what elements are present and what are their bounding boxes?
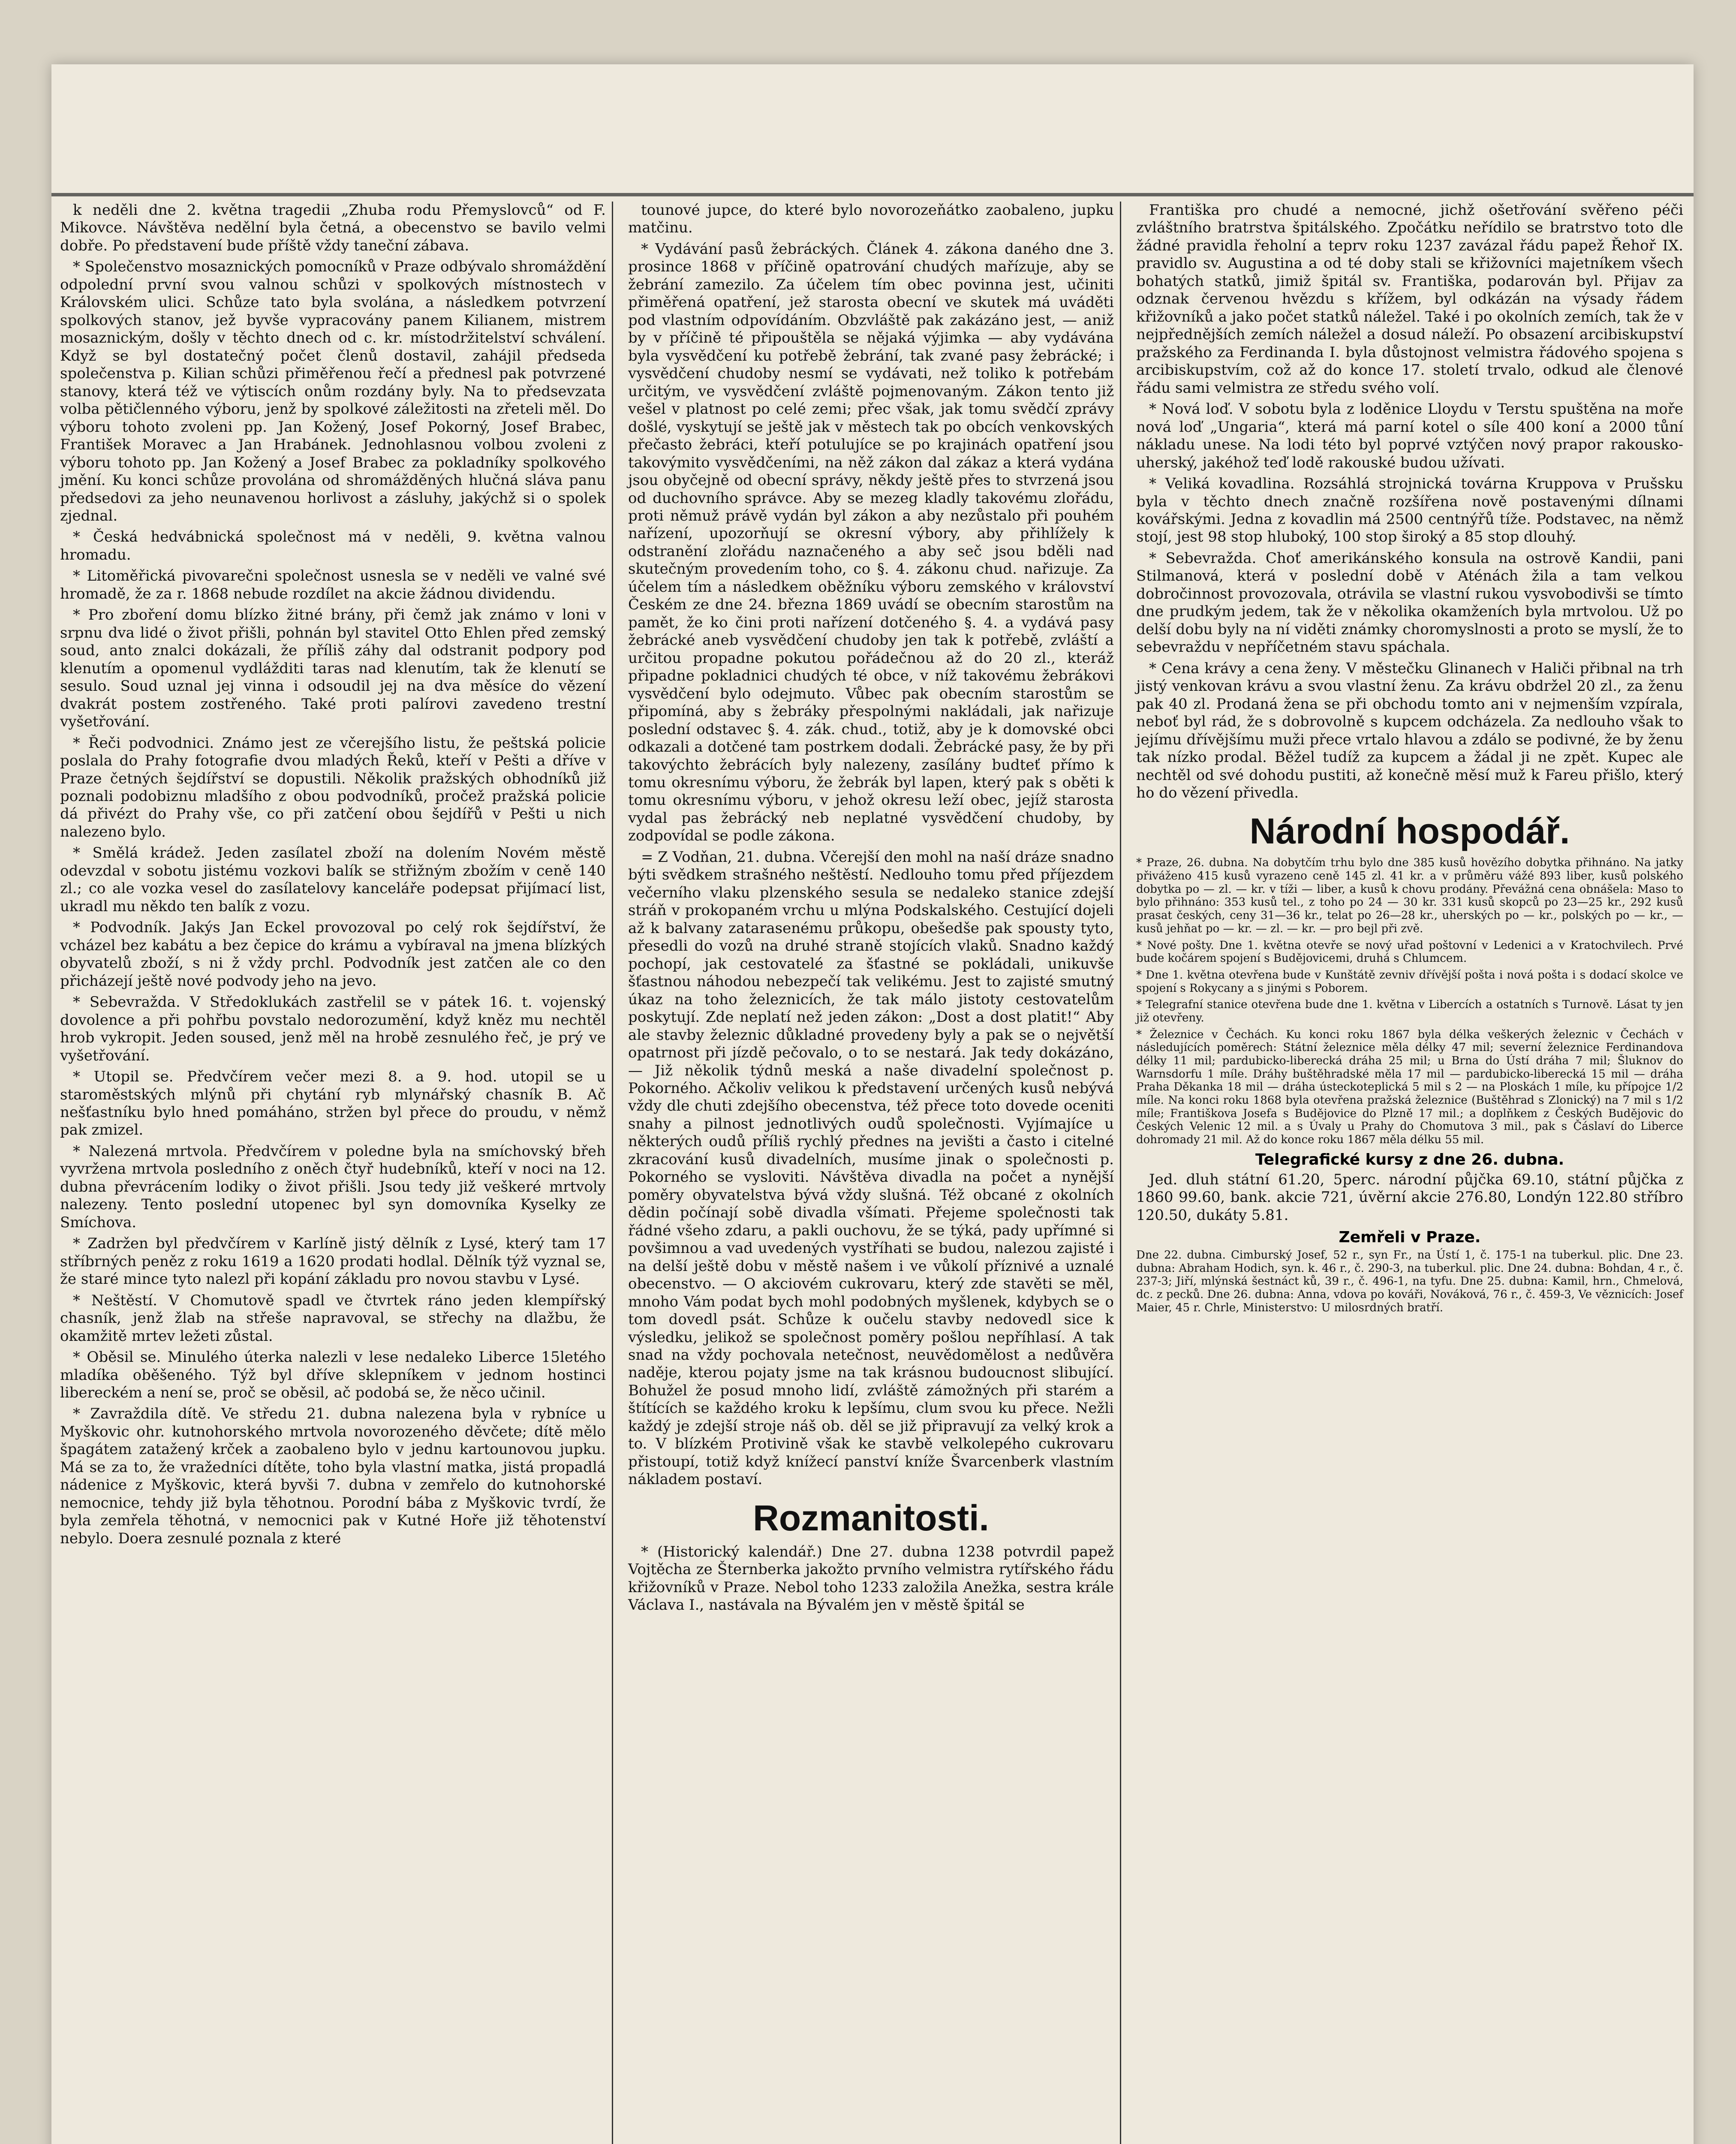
top-rule	[51, 193, 1694, 196]
econ-paragraph-4: * Telegrafní stanice otevřena bude dne 1. května v Libercích a ostatních s Turnově. Lásat ty jen již otevřeny.	[1136, 998, 1683, 1024]
col2-paragraph-1: tounové jupce, do které bylo novorozeňátko zaobaleno, jupku matčinu.	[628, 202, 1114, 237]
column-3	[1132, 202, 1689, 2144]
newspaper-page	[51, 64, 1694, 2144]
column-2	[624, 202, 1121, 2144]
col1-paragraph-4: * Litoměřická pivovarečni společnost usnesla se v neděli ve valné své hromadě, že za r. 1868 nebude rozdílet na akcie žádnou dividendu.	[60, 567, 606, 602]
col3-paragraph-1: Františka pro chudé a nemocné, jichž ošetřování svěřeno péči zvláštního bratrstva špitálského. Zpočátku neřídilo se bratrstvo toto dle žádné pravidla řeholní a teprv roku 1237 zavázal řádu papež Řehoř IX. pravidlo sv. Augustina a od té doby stali se křižovníci majetníkem všech bohatých statků, jimiž špitál sv. Františka, podarován byl. Přijav za odznak červenou hvězdu s křížem, byl odkázán na výsady řádem křižovníků a jako počet statků náležel. Také i po okolních zemích, tak že v nejpřednějších zemích náležel a dosud náleží. Po obsazení arcibiskupství pražského za Ferdinanda I. byla důstojnost velmistra řádového spojena s arcibiskupstvím, což až do konce 17. století trvalo, odkud ale členové řádu sami velmistra ze středu svého volí.	[1136, 202, 1683, 397]
col1-paragraph-5: * Pro zboření domu blízko žitné brány, při čemž jak známo v loni v srpnu dva lidé o život přišli, pohnán byl stavitel Otto Ehlen před zemský soud, anto znalci dokázali, že příliš záhy dal odstranit podpory pod klenutím a opomenul vydlážditi taras nad klenutím, tak že klenutí se sesulo. Soud uznal jej vinna i odsoudil jej na dva měsíce do vězení dvakrát postem zostřeného. Také proti palírovi zavedeno trestní vyšetřování.	[60, 606, 606, 731]
col1-paragraph-9: * Sebevražda. V Středoklukách zastřelil se v pátek 16. t. vojenský dovolence a při pohřbu povstalo nedorozumění, když kněz mu nechtěl hrob vykropit. Jeden soused, jenž měl na hrobě zesnulého řeč, je prý ve vyšetřování.	[60, 994, 606, 1064]
col2-paragraph-3: = Z Vodňan, 21. dubna. Včerejší den mohl na naší dráze snadno býti svědkem strašného neštěstí. Nedlouho tomu před příjezdem večerního vlaku plzenského sesula se nedaleko stanice zdejší stráň v prokopaném vrchu u mlýna Podskalského. Cestující dojeli až k balvany zatarasenému průkopu, obešedše pak spousty tyto, přesedli do vozů na druhé straně stojících vlaků. Snadno každý pochopí, jak cestovatelé za šťastné se pokládali, unikuvše šťastnou náhodou nebezpečí tak velikému. Jest to zajisté smutný úkaz na toho železnicích, že tak málo jistoty cestovatelům poskytují. Zde neplatí než jeden zákon: „Dost a dost platit!“ Aby ale stavby železnic důkladné provedeny byly a pak se o největší opatrnost při jízdě pečovalo, o to se nestará. Jak tedy dokázáno, — Již několik týdnů meská a naše divadelní společnost p. Pokorného. Ačkoliv velikou k představení určených kusů nebývá vždy dle chuti zdejšího obecenstva, též přece toto dovede oceniti snahy a pilnost jednotlivých oudů společnosti. Vyjímajíce u některých oudů příliš rychlý přednes na jevišti a často i citelné zkracování kusů divadelních, musíme jinak o společnosti p. Pokorného se vysloviti. Návštěva divadla na počet a nynější poměry obyvatelstva bývá vždy slušná. Též obcané z okolních dědin počínají sobě divadla všímati. Přejeme společnosti tak řádné všeho zdaru, a pakli ouchovu, že se týká, pady upřímné si povšimnou a vad uvedených vystříhati se budou, nalezou zajisté i na delší ještě dobu v městě našem i ve vůkolí příznivé a uznalé obecenstvo. — O akciovém cukrovaru, který zde stavěti se měl, mnoho Vám podat bych mohl podobných myšlenek, kdybych se o tom dovedl psát. Schůze k oučelu stavby nedovedl sice k výsledku, jelikož se společnost poměry pošlou nepříhlasí. A tak snad na vždy pochovala netečnost, neuvědomělost a nedůvěra naděje, kterou pojaty jsme na tak krásnou budoucnost slibující. Bohužel že posud mnoho lidí, zvláště zámožných při starém a štítících se každého kroku k lepšímu, clum svou ku přece. Nežli každý je zdejší stroje náš ob. děl se již připravují za velký krok a to. V blízkém Protivině však ke stavbě velkolepého cukrovaru přistoupí, totiž když knížecí panství kníže Švarcenberk vlastním nákladem postaví.	[628, 848, 1114, 1488]
telegraph-heading: Telegrafické kursy z dne 26. dubna.	[1255, 1150, 1565, 1168]
col1-paragraph-7: * Smělá krádež. Jeden zasílatel zboží na dolením Novém městě odevzdal v sobotu jistému vozkovi balík se střižným zbožím v ceně 140 zl.; co ale vozka vesel do zasílatelovy kanceláře podepsat přijímací list, ukradl mu někdo ten balík z vozu.	[60, 844, 606, 915]
econ-paragraph-3: * Dne 1. května otevřena bude v Kunštátě zevniv dřívější pošta i nová pošta i s dodací skolce ve spojení s Rokycany a s jinými s Poborem.	[1136, 968, 1683, 995]
col3-paragraph-2: * Nová loď. V sobotu byla z loděnice Lloydu v Terstu spuštěna na moře nová loď „Ungaria“, která má parní kotel o síle 400 koní a 2000 tůní nákladu unese. Na lodi této byl poprvé vztýčen nový prapor rakousko-uherský, jakéhož teď lodě rakouské budou užívati.	[1136, 400, 1683, 471]
col2-after-paragraph-1: * (Historický kalendář.) Dne 27. dubna 1238 potvrdil papež Vojtěcha ze Šternberka jakožto prvního velmistra rytířského řádu křižovníků v Praze. Nebol toho 1233 založila Anežka, sestra krále Václava I., nastávala na Bývalém jen v městě špitál se	[628, 1543, 1114, 1614]
narodni-hospodar-heading: Národní hospodář.	[1249, 811, 1570, 852]
col1-paragraph-6: * Řeči podvodnici. Známo jest ze včerejšího listu, že peštská policie poslala do Prahy fotografie dvou mladých Řeků, kteří v Pešti a dříve v Praze četných šejdířství se dopustili. Několik pražských obhodníků již poznali podobiznu mladšího z obou podvodníků, pročež pražská policie dá přivézt do Prahy vše, co při zatčení obou šejdířů v Pešti u nich nalezeno bylo.	[60, 734, 606, 840]
col3-paragraph-3: * Veliká kovadlina. Rozsáhlá strojnická továrna Kruppova v Prušsku byla v těchto dnech značně rozšířena nově postavenými dílnami kovářskými. Jedna z kovadlin má 2500 centnýřů tíže. Podstavec, na němž stojí, jest 98 stop hluboký, 100 stop široký a 85 stop dlouhý.	[1136, 475, 1683, 546]
econ-paragraph-1: * Praze, 26. dubna. Na dobytčím trhu bylo dne 385 kusů hovězího dobytka přihnáno. Na jatky přiváženo 415 kusů vyrazeno ceně 145 zl. 41 kr. a v průměru vážé 893 liber, kusů polského dobytka po — zl. — kr. v tíži — liber, a kusů k chovu prodány. Převážná cena obnášela: Maso to bylo přihnáno: 353 kusů tel., z toho po 24 — 30 kr. 331 kusů skopců po 23—25 kr., 292 kusů prasat českých, ceny 31—36 kr., telat po 26—28 kr., uherských po — kr., polských po — kr., — kusů jehňat po — kr. — zl. — kr. — pro bejl při zvě.	[1136, 856, 1683, 935]
rozmanitosti-heading: Rozmanitosti.	[753, 1497, 989, 1538]
col1-paragraph-13: * Neštěstí. V Chomutově spadl ve čtvrtek ráno jeden klempířský chasník, jenž žlab na střeše napravoval, se střechy na dlažbu, že okamžitě mrtev ležeti zůstal.	[60, 1292, 606, 1345]
column-1	[56, 202, 613, 2144]
col1-paragraph-10: * Utopil se. Předvčírem večer mezi 8. a 9. hod. utopil se u staroměstských mlýnů při chytání ryb mlynářský chasník B. Ač nešťastníku bylo hned pomáháno, stržen byl přece do proudu, v němž pak zmizel.	[60, 1068, 606, 1139]
col1-paragraph-11: * Nalezená mrtvola. Předvčírem v poledne byla na smíchovský břeh vyvržena mrtvola posledního z oněch čtyř hudebníků, kteří v noci na 12. dubna převrácením lodiky o život přišli. Jsou tedy již veškeré mrtvoly nalezeny. Tento poslední utopenec byl syn domovníka Kyselky ze Smíchova.	[60, 1142, 606, 1231]
deaths-paragraph: Dne 22. dubna. Cimburský Josef, 52 r., syn Fr., na Ústí 1, č. 175-1 na tuberkul. plic. Dne 23. dubna: Abraham Hodich, syn. k. 46 r., č. 290-3, na tuberkul. plic. Dne 24. dubna: Bohdan, 4 r., č. 237-3; Jiří, mlýnská šestnáct ků, 39 r., č. 496-1, na tyfu. Dne 25. dubna: Kamil, hrn., Chmelová, dc. z pecků. Dne 26. dubna: Anna, vdova po kováři, Nováková, 76 r., č. 459-3, Ve věznicích: Josef Maier, 45 r. Chrle, Ministerstvo: U milosrdných bratří.	[1136, 1248, 1683, 1314]
col1-paragraph-15: * Zavraždila dítě. Ve středu 21. dubna nalezena byla v rybníce u Myškovic ohr. kutnohorského mrtvola novorozeného děvčete; dítě mělo špagátem zatažený krček a zaobaleno bylo v jednu kartounovou jupku. Má se za to, že vražedníci dítěte, toho byla vlastní matka, jistá propadlá nádenice z Myškovic, která byvši 7. dubna v zemřelo do kutnohorské nemocnice, tehdy již byla těhotnou. Porodní bába z Myškovic tvrdí, že byla zemřela těhotná, v nemocnici pak v Kutné Hoře již těhotenství nebylo. Doera zesnulé poznala z které	[60, 1405, 606, 1547]
col1-paragraph-8: * Podvodník. Jakýs Jan Eckel provozoval po celý rok šejdířství, že vcházel bez kabátu a bez čepice do krámu a vybíraval na jmena blízkých obyvatelů zboží, s ni ž vždy prchl. Podvodník jest zatčen ale co den přicházejí ještě nové podvody jeho na jevo.	[60, 919, 606, 990]
col1-paragraph-12: * Zadržen byl předvčírem v Karlíně jistý dělník z Lysé, který tam 17 stříbrných peněz z roku 1619 a 1620 prodati hodlal. Dělník týž vyznal se, že staré mince tyto nalezl při kopání základu pro novou stavbu v Lysé.	[60, 1235, 606, 1288]
col1-paragraph-14: * Oběsil se. Minulého úterka nalezli v lese nedaleko Liberce 15letého mladíka oběšeného. Týž byl dříve sklepníkem v jednom hostinci libereckém a není se, proč se oběsil, ač podobá se, že něco učinil.	[60, 1349, 606, 1401]
col1-paragraph-2: * Společenstvo mosaznických pomocníků v Praze odbývalo shromáždění odpolední první svou valnou schůzi v spolkových místnostech v Královském ulici. Schůze tato byla svolána, a následkem potvrzení spolkových stanov, jež byvše vypracovány panem Kilianem, mistrem mosaznickým, došly v těchto dnech od c. kr. místodržitelství schválení. Když se byl dostatečný počet členů dostavil, zahájil předseda společenstva p. Kilian schůzi přiměřenou řečí a přednesl pak potvrzené stanovy, která též ve výtiscích onům rozdány byly. Na to předsevzata volba pětičlenného výboru, jenž by spolkové záležitosti na zřeteli měl. Do výboru tohoto zvoleni pp. Jan Kožený, Josef Pokorný, Josef Brabec, František Moravec a Jan Hrabánek. Jednohlasnou volbou zvoleni z výboru tohoto pp. Jan Kožený a Josef Brabec za pokladníky spolkového jmění. Ku konci schůze provolána od shromážděných hlučná sláva panu předsedovi za jeho neunavenou horlivost a zásluhy, jakýchž si o spolek zjednal.	[60, 258, 606, 524]
econ-paragraph-5: * Železnice v Čechách. Ku konci roku 1867 byla délka veškerých železnic v Čechách v následujících poměrech: Státní železnice měla délky 47 mil; severní železnice Ferdinandova délky 11 mil; pardubicko-liberecká dráha 25 mil; u Brna do Ústí dráha 7 mil; Šluknov do Warnsdorfu 1 míle. Dráhy buštěhradské měla 17 mil — pardubicko-liberecká 15 mil — dráha Praha Děkanka 18 mil — dráha ústeckoteplická 5 mil s 2 — na Ploskách 1 míle, ku přípojce 1/2 míle. Na konci roku 1868 byla otevřena pražská železnice (Buštěhrad s Zlonický) na 7 mil s 1/2 míle; Františkova Josefa s Budějovice do Plzně 17 mil.; a doplňkem z Českých Budějovic do Českých Velenic 12 mil. a s Úvaly u Prahy do Chomutova 3 mil., pak s Čáslaví do Liberce dohromady 21 mil. Až do konce roku 1867 měla délku 55 mil.	[1136, 1028, 1683, 1146]
col2-paragraph-2: * Vydávání pasů žebráckých. Článek 4. zákona daného dne 3. prosince 1868 v příčině opatrování chudých mařízuje, aby se žebrání zamezilo. Za účelem tím obec povinna jest, učiniti přiměřená opatření, jež starosta obecní ve skutek má uváděti pod vlastním odpovídáním. Obzvláště pak zakázáno jest, — aniž by v příčině té připouštěla se nějaká výjimka — aby vydávána byla vysvědčení ku potřebě žebrání, tak zvané pasy žebrácké; i vysvědčení chudoby nesmí se vydávati, než toliko k potřebám určitým, ve vysvědčení zvláště pojmenovaným. Zákon tento již vešel v platnost po celé zemi; přec však, jak tomu svědčí zprávy došlé, vyskytují se ještě jak v městech tak po obcích venkovských přečasto žebráci, kteří potulujíce se po krajinách opatření jsou takovýmito vysvědčeními, na něž zákon dal zákaz a která vydána jsou obyčejně od obecní správy, někdy ještě přes to stvrzená jsou od duchovního správce. Aby se mezeg kladly takovému zlořádu, proti němuž právě vydán byl zákon a aby nezůstalo při pouhém nařízení, upozorňují se okresní výbory, aby přihlížely k odstranění zlořádu naznačeného a aby seč jsou bděli nad skutečným provedením toho, co §. 4. zákonu chud. nařizuje. Za účelem tím a následkem oběžníku výboru zemského v království Českém ze dne 24. března 1869 uvádí se obecním starostům na pamět, že ko čini proti nařízení dotčeného §. 4. a vydává pasy žebrácké aneb vysvědčení chudoby jen tak k potřebě, zvláští a určitou propadne pokutou pořádečnou až do 20 zl., kteráž připadne pokladnici chudých té obce, v níž takovému žebrákovi vysvědčení bylo odejmuto. Vůbec pak obecním starostům se připomíná, aby s žebráky přespolnými nakládali, jak nařizuje poslední odstavec §. 4. zák. chud., totiž, aby je k domovské obci odkazali a dotčené tam postrkem dodali. Žebrácké pasy, že by při takovýchto žebrácích byly nalezeny, zasílány budteť přímo k tomu okresnímu výboru, že žebrák byl lapen, který pak s oběti k tomu okresnímu výboru, v jehož okresu leží obec, jejíž starosta vydal pas žebrácký neb neplatné vysvědčení chudoby, by zodpovídal se podle zákona.	[628, 240, 1114, 845]
col1-paragraph-1: k neděli dne 2. května tragedii „Zhuba rodu Přemyslovců“ od F. Mikovce. Návštěva nedělní byla četná, a obecenstvo se bavilo velmi dobře. Po představení bude příště vždy taneční zábava.	[60, 202, 606, 254]
col3-paragraph-4: * Sebevražda. Choť amerikánského konsula na ostrově Kandii, pani Stilmanová, která v poslední době v Aténách žila a tam velkou dobročinnost provozovala, otrávila se vlastní rukou vysvobodivši se tímto dne prudkým jedem, tak že v několika okamženích byla mrtvolou. Už po delší dobu byly na ní viděti známky choromyslnosti a proto se myslí, že to sebevraždu v nepříčetném stavu spáchala.	[1136, 549, 1683, 656]
col3-paragraph-5: * Cena krávy a cena ženy. V městečku Glinanech v Haliči přibnal na trh jistý venkovan krávu a svou vlastní ženu. Za krávu obdržel 20 zl., za ženu pak 40 zl. Prodaná žena se při obchodu tomto ani v nejmenším vzpírala, neboť byl rád, že s dobrovolně s kupcem odcházela. Za nedlouho však to jejímu dřívějšímu muži přece vrtalo hlavou a zdálo se podivné, že by ženu tak nízko prodal. Běžel tudíž za kupcem a žádal ji ne zpět. Kupec ale nechtěl od své dohodu pustiti, až konečně měsí muž k Fareu přišlo, který ho do vězení přivedla.	[1136, 659, 1683, 801]
econ-paragraph-2: * Nové pošty. Dne 1. května otevře se nový uřad poštovní v Ledenici a v Kratochvilech. Prvé bude kočárem spojení s Budějovicemi, druhá s Chlumcem.	[1136, 939, 1683, 965]
markets-paragraph: Jed. dluh státní 61.20, 5perc. národní půjčka 69.10, státní půjčka z 1860 99.60, bank. akcie 721, úvěrní akcie 276.80, Londýn 122.80 stříbro 120.50, dukáty 5.81.	[1136, 1171, 1683, 1224]
col1-paragraph-3: * Česká hedvábnická společnost má v neděli, 9. května valnou hromadu.	[60, 528, 606, 563]
text-columns	[56, 202, 1689, 2144]
deaths-heading: Zemřeli v Praze.	[1339, 1228, 1481, 1246]
